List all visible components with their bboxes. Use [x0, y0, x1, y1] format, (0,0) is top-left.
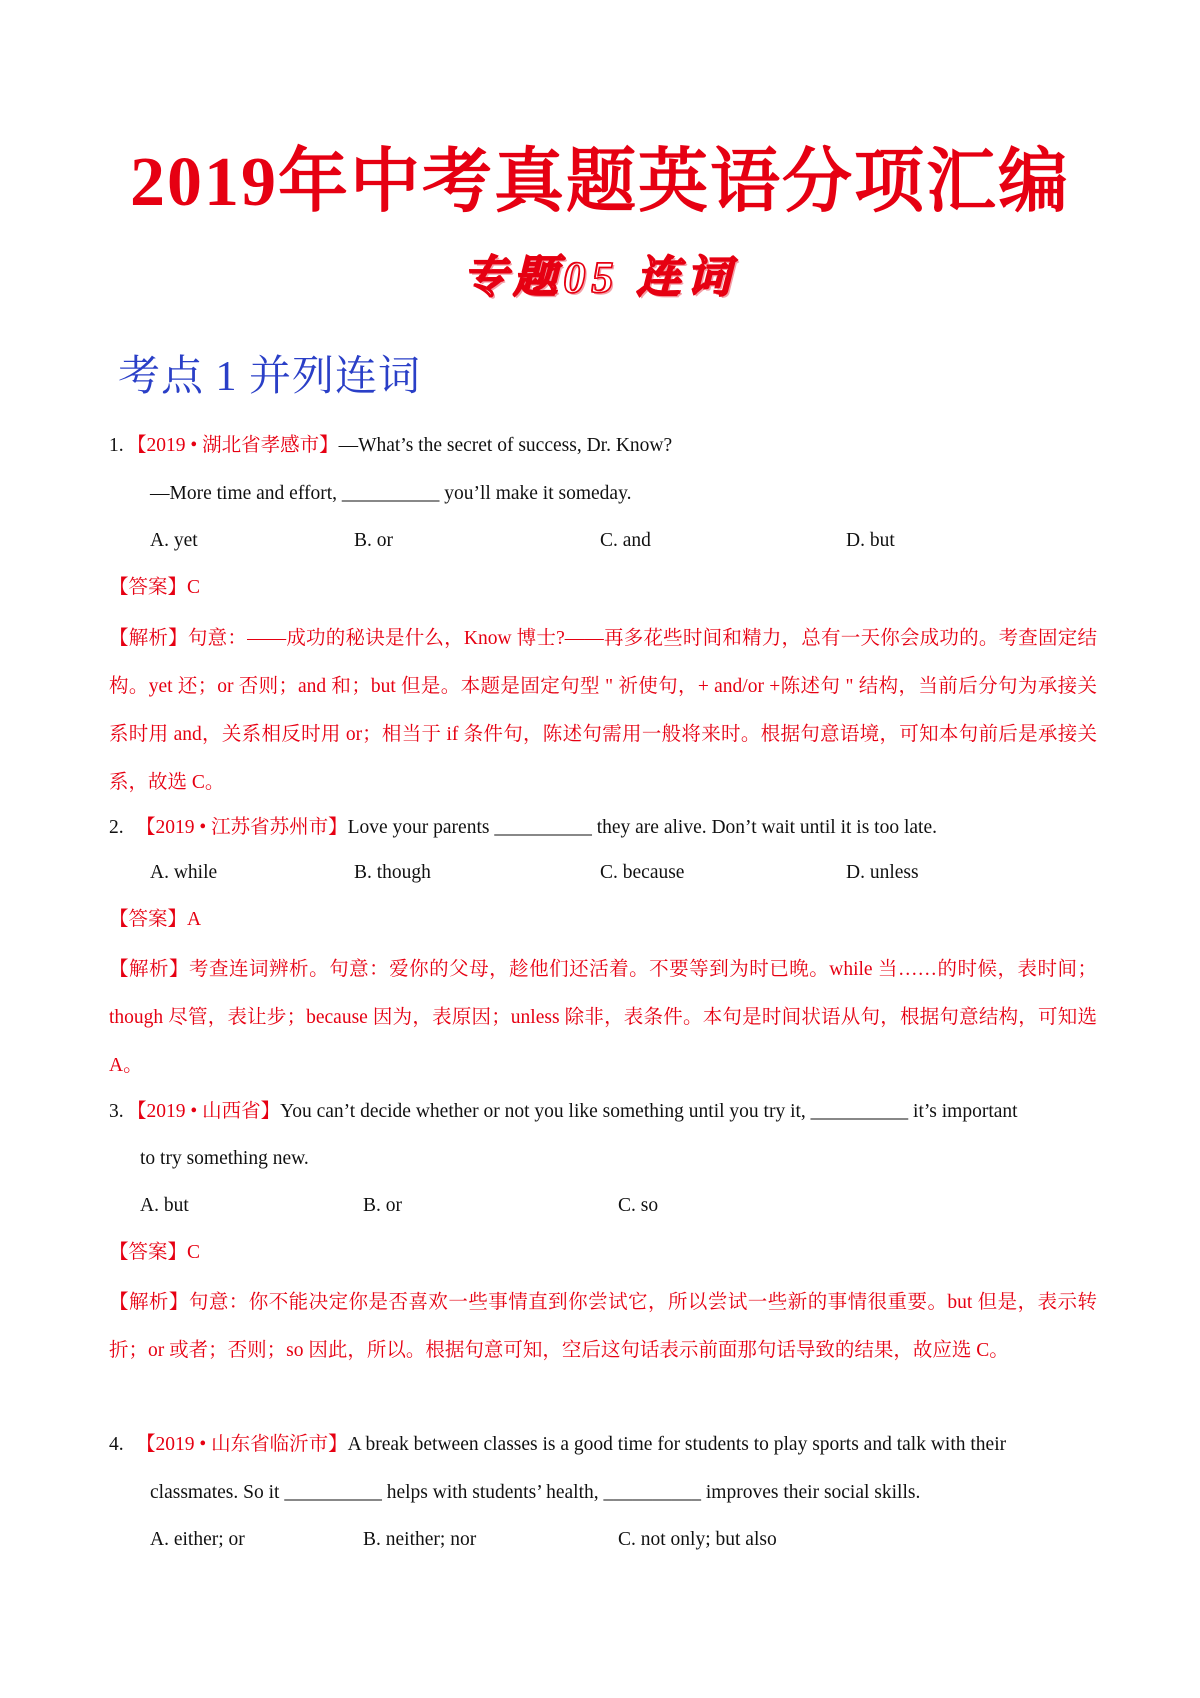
question-stem: Love your parents __________ they are alive. Don’t wait until it is too late.: [347, 817, 937, 838]
analysis-paragraph: 【解析】句意：你不能决定你是否喜欢一些事情直到你尝试它，所以尝试一些新的事情很重要。but 但是，表示转折；or 或者；否则；so 因此，所以。根据句意可知，空后这句话表示前面那句话导致的结果，故应选 C。: [109, 1292, 1097, 1361]
question-stem: —What’s the secret of success, Dr. Know?: [338, 435, 673, 456]
question-source-tag: 【2019 • 山西省】: [127, 1101, 281, 1122]
question-number: 1.: [109, 435, 124, 456]
question-stem-continued: to try something new.: [140, 1148, 309, 1169]
option-b: B. or: [354, 530, 393, 551]
page-title: 2019年中考真题英语分项汇编: [130, 144, 1070, 221]
question-source-tag: 【2019 • 山东省临沂市】: [136, 1434, 348, 1455]
answer-line: 【答案】C: [109, 577, 201, 598]
option-c: C. not only; but also: [618, 1529, 777, 1550]
option-c: C. because: [600, 862, 685, 883]
question-stem: A break between classes is a good time for students to play sports and talk with their: [347, 1434, 1007, 1455]
option-b: B. or: [363, 1195, 402, 1216]
option-c: C. so: [618, 1195, 659, 1216]
question-number: 3.: [109, 1101, 124, 1122]
option-b: B. though: [354, 862, 431, 883]
answer-line: 【答案】A: [109, 909, 202, 930]
question-stem: You can’t decide whether or not you like something until you try it, __________ it’s important: [280, 1101, 1018, 1122]
analysis-paragraph: 【解析】句意：——成功的秘诀是什么，Know 博士?——再多花些时间和精力，总有一天你会成功的。考查固定结构。yet 还；or 否则；and 和；but 但是。本题是固定句型 " 祈使句，+ and/or +陈述句 " 结构，当前后分句为承接关系时用 and，关系相反时用 or；相当于 if 条件句，陈述句需用一般将来时。根据句意语境，可知本句前后是承接关系，故选 C。: [109, 628, 1097, 793]
option-a: A. either; or: [150, 1529, 245, 1550]
analysis-paragraph: 【解析】考查连词辨析。句意：爱你的父母，趁他们还活着。不要等到为时已晚。while 当……的时候，表时间；though 尽管，表让步；because 因为，表原因；unless 除非，表条件。本句是时间状语从句，根据句意结构，可知选 A。: [109, 959, 1097, 1076]
question-number: 4.: [109, 1434, 124, 1455]
question-number: 2.: [109, 817, 124, 838]
answer-line: 【答案】C: [109, 1242, 201, 1263]
option-d: D. but: [846, 530, 895, 551]
option-a: A. but: [140, 1195, 189, 1216]
option-d: D. unless: [846, 862, 919, 883]
option-c: C. and: [600, 530, 651, 551]
option-a: A. yet: [150, 530, 198, 551]
section-heading: 考点 1 并列连词: [118, 354, 422, 400]
question-stem-continued: classmates. So it __________ helps with students’ health, __________ improves their social skills.: [150, 1482, 921, 1503]
page-subtitle: 专题05 连词: [463, 253, 737, 302]
option-b: B. neither; nor: [363, 1529, 477, 1550]
question-source-tag: 【2019 • 湖北省孝感市】: [127, 435, 339, 456]
option-a: A. while: [150, 862, 218, 883]
question-source-tag: 【2019 • 江苏省苏州市】: [136, 817, 348, 838]
question-stem-continued: —More time and effort, __________ you’ll make it someday.: [150, 483, 632, 504]
